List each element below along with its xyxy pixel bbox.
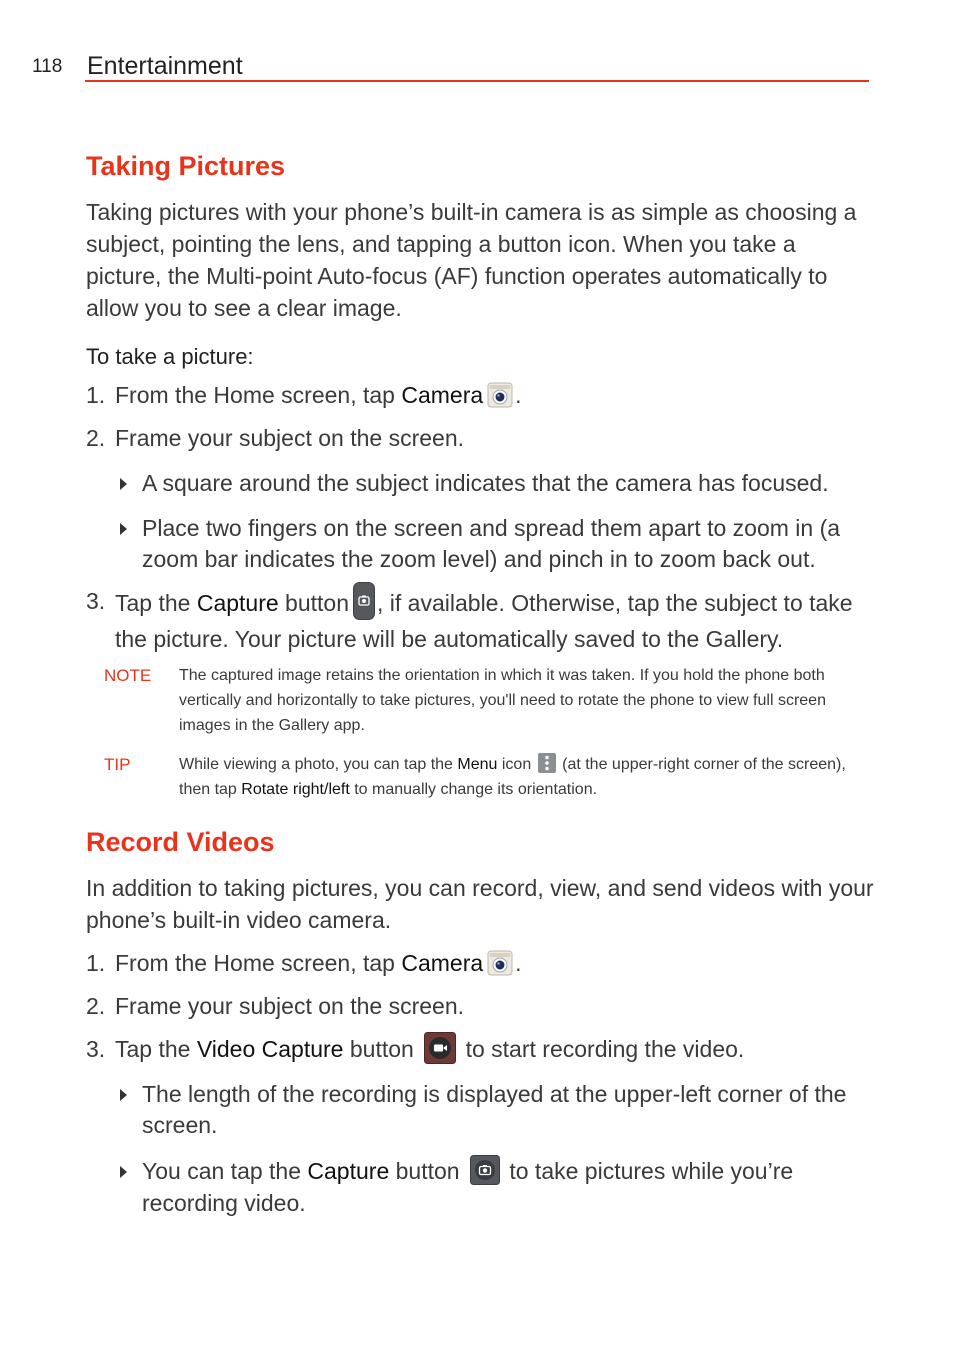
camera-label: Camera — [401, 950, 484, 976]
camera-label: Camera — [401, 382, 484, 408]
step-text-end: . — [515, 950, 522, 976]
record-videos-heading: Record Videos — [86, 827, 275, 857]
bullet-text: Place two fingers on the screen and spread them apart to zoom in (a zoom bar indicates the zoom level) and pinch in to zoom back out. — [142, 515, 841, 572]
note-tag: NOTE — [104, 666, 152, 685]
take-step-3 — [86, 586, 876, 655]
bullet-arrow-icon — [120, 478, 127, 490]
menu-icon[interactable] — [538, 753, 556, 773]
step-text: Frame your subject on the screen. — [115, 993, 464, 1019]
tip-text-end: to manually change its orientation. — [349, 781, 598, 798]
step-text-end: . — [515, 382, 522, 408]
note-text: The captured image retains the orientation in which it was taken. If you hold the phone both vertically and horizontally to take pictures, you'll need to rotate the phone to view full screen images in the Gallery app. — [179, 667, 826, 734]
camera-app-icon[interactable] — [487, 382, 513, 408]
step-text: Tap the — [115, 590, 197, 617]
taking-pictures-heading: Taking Pictures — [86, 151, 286, 181]
menu-label: Menu — [457, 756, 498, 773]
camera-app-icon[interactable] — [487, 950, 513, 976]
take-picture-subheading: To take a picture: — [86, 344, 254, 369]
bullet-text: The length of the recording is displayed at the upper-left corner of the screen. — [142, 1081, 847, 1138]
bullet-text-mid: button — [389, 1158, 466, 1184]
take-step-2 — [86, 423, 876, 454]
tip-text-mid: icon — [497, 756, 536, 773]
capture-label: Capture — [196, 590, 279, 617]
tip-text-mid2: (at the upper-right corner of the screen), then tap — [179, 756, 846, 798]
step-text-end: , if available. Otherwise, tap the subject to take the picture. Your picture will be automatically saved to the Gallery. — [115, 590, 853, 652]
step-text: Frame your subject on the screen. — [115, 425, 464, 451]
video-capture-label: Video Capture — [196, 1036, 344, 1062]
rotate-label: Rotate right/left — [241, 781, 350, 798]
header-divider — [85, 80, 869, 82]
section-title: Entertainment — [87, 52, 243, 80]
take-bullet-zoom — [120, 513, 865, 575]
record-step-2 — [86, 991, 876, 1022]
video-capture-button-icon[interactable] — [424, 1032, 456, 1064]
capture-button-icon[interactable] — [470, 1155, 500, 1185]
bullet-text-end: to take pictures while you’re recording video. — [142, 1158, 794, 1216]
note-box — [86, 663, 876, 738]
record-step-1 — [86, 948, 876, 979]
record-step-3 — [86, 1034, 876, 1067]
step-text-mid: button — [278, 590, 350, 617]
bullet-arrow-icon — [120, 1089, 127, 1101]
step-number: 1. — [86, 950, 106, 976]
record-videos-intro: In addition to taking pictures, you can record, view, and send videos with your phone’s built-in video camera. — [86, 875, 874, 933]
taking-pictures-intro: Taking pictures with your phone’s built-in camera is as simple as choosing a subject, pointing the lens, and tapping a button icon. When you take a picture, the Multi-point Auto-focus (AF) function operates automatically to allow you to see a clear image. — [86, 199, 857, 321]
step-number: 1. — [86, 382, 106, 408]
step-text: From the Home screen, tap — [115, 382, 402, 408]
take-bullet-focus — [120, 468, 865, 499]
tip-box — [86, 752, 876, 802]
bullet-arrow-icon — [120, 523, 127, 535]
record-bullet-capture — [120, 1156, 865, 1219]
capture-label: Capture — [307, 1158, 390, 1184]
take-step-1 — [86, 380, 876, 411]
step-text: Tap the — [115, 1036, 197, 1062]
capture-button-icon[interactable] — [353, 582, 375, 620]
step-number: 2. — [86, 993, 106, 1019]
tip-text: While viewing a photo, you can tap the — [179, 756, 458, 773]
page-number: 118 — [32, 56, 63, 77]
record-bullet-length — [120, 1079, 865, 1141]
step-text: From the Home screen, tap — [115, 950, 402, 976]
step-text-end: to start recording the video. — [459, 1036, 745, 1062]
step-number: 3. — [86, 588, 106, 614]
bullet-text: A square around the subject indicates that the camera has focused. — [142, 470, 829, 496]
bullet-arrow-icon — [120, 1166, 127, 1178]
tip-tag: TIP — [104, 755, 131, 774]
bullet-text: You can tap the — [142, 1158, 308, 1184]
step-text-mid: button — [343, 1036, 421, 1062]
step-number: 3. — [86, 1036, 106, 1062]
step-number: 2. — [86, 425, 106, 451]
